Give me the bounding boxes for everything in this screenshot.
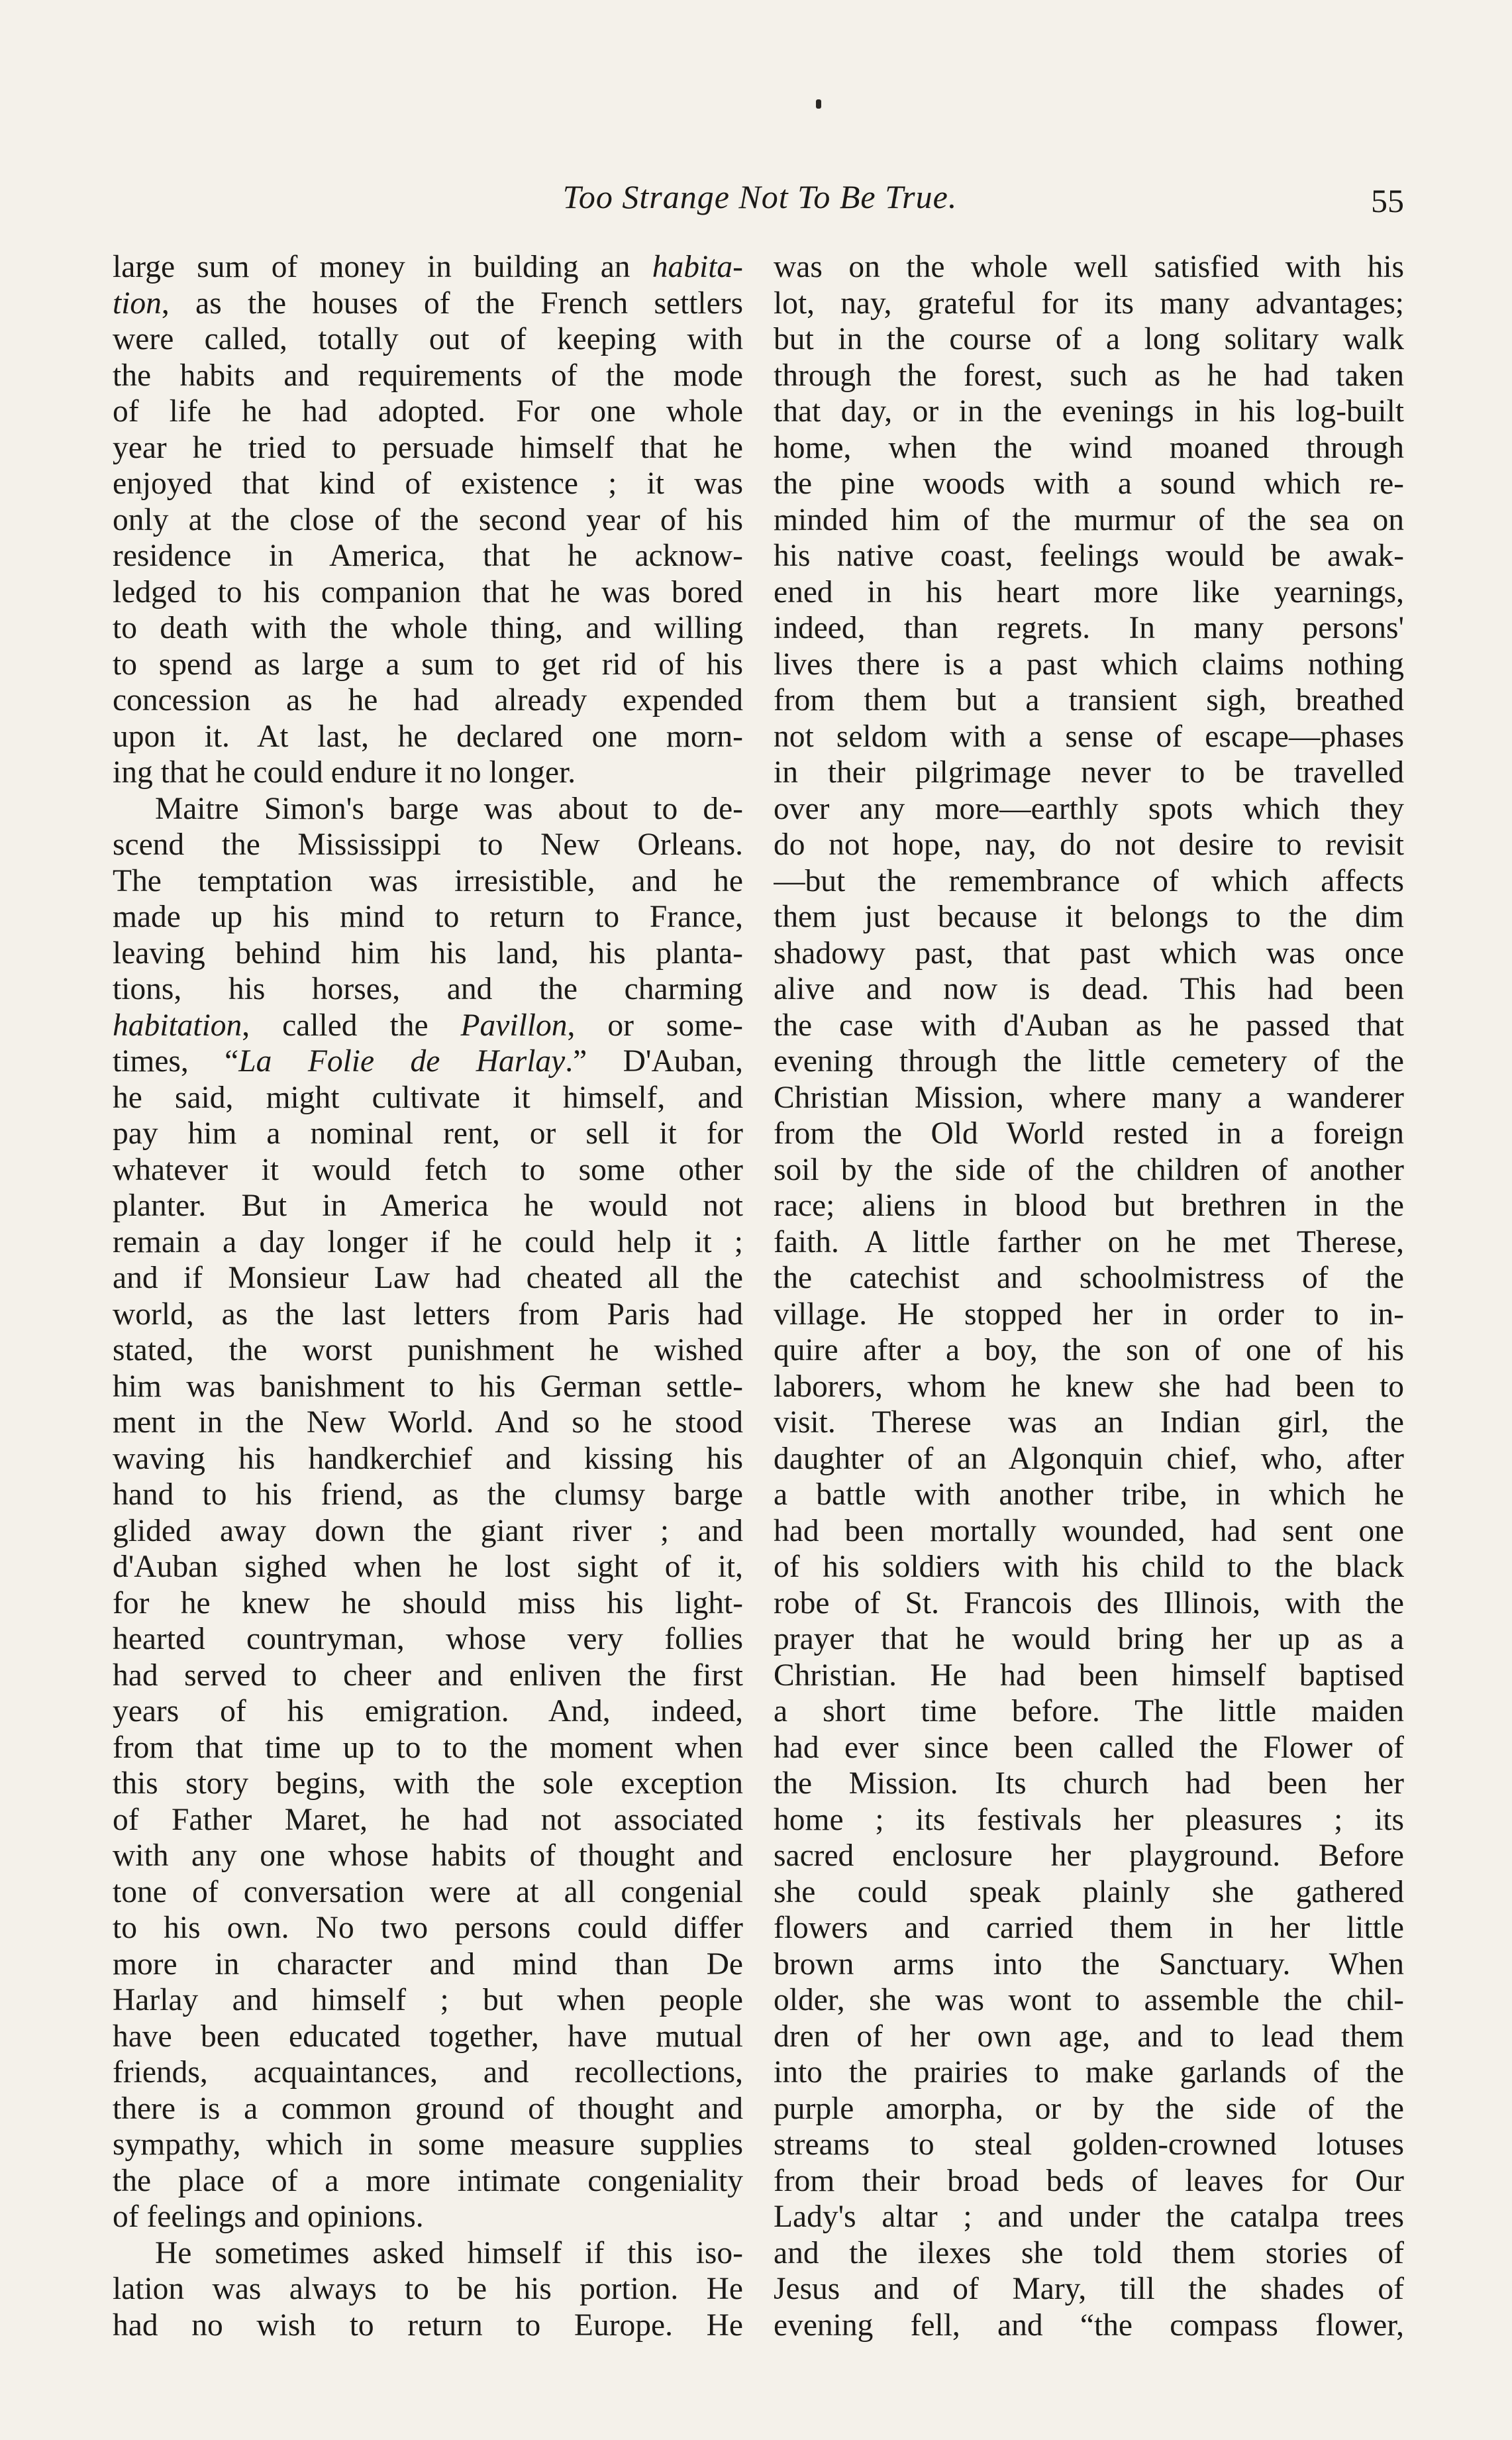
text-line [774, 286, 1404, 322]
text-segment: the Mission. Its church had been her [774, 1766, 1404, 1801]
text-segment: and the ilexes she told them stories of [774, 2235, 1404, 2270]
text-line [774, 863, 1404, 900]
text-segment: to spend as large a sum to get rid of his [113, 647, 743, 682]
text-line [113, 1260, 743, 1297]
text-segment: dren of her own age, and to lead them [774, 2019, 1404, 2054]
text-segment: —but the remembrance of which affects [774, 863, 1404, 898]
text-segment: him was banishment to his German settle- [113, 1369, 743, 1404]
text-line [113, 574, 743, 611]
text-segment: his native coast, feelings would be awak- [774, 539, 1404, 573]
text-line [113, 2271, 743, 2307]
text-segment: shadowy past, that past which was once [774, 935, 1404, 971]
text-segment: tone of conversation were at all congenial [113, 1874, 743, 1909]
text-line [113, 2199, 743, 2235]
text-segment: ledged to his companion that he was bored [113, 574, 743, 610]
text-line [113, 286, 743, 322]
text-segment: with any one whose habits of thought and [113, 1838, 743, 1873]
text-line [113, 1910, 743, 1946]
text-segment: to death with the whole thing, and willing [113, 611, 743, 645]
text-segment: Pavillon [460, 1008, 568, 1043]
text-line [774, 1080, 1404, 1116]
text-segment: the habits and requirements of the mode [113, 358, 743, 393]
text-segment: to his own. No two persons could differ [113, 1911, 743, 1945]
text-segment: had been mortally wounded, had sent one [774, 1513, 1404, 1548]
text-segment: tions, his horses, and the charming [113, 972, 743, 1006]
text-segment: planter. But in America he would not [113, 1189, 743, 1223]
text-segment: .” D'Auban, [565, 1044, 743, 1079]
text-line [774, 1405, 1404, 1441]
text-segment: d'Auban sighed when he lost sight of it, [113, 1550, 743, 1584]
text-line [774, 971, 1404, 1008]
text-segment: friends, acquaintances, and recollections, [113, 2055, 743, 2090]
text-line [113, 2307, 743, 2344]
text-line [113, 1116, 743, 1152]
text-segment: race; aliens in blood but brethren in the [774, 1189, 1404, 1223]
text-segment: the catechist and schoolmistress of the [774, 1261, 1404, 1295]
text-segment: that day, or in the evenings in his log-built [774, 394, 1404, 429]
text-line [774, 899, 1404, 935]
text-segment: evening fell, and “the compass flower, [774, 2307, 1404, 2343]
text-line [774, 610, 1404, 647]
text-segment: glided away down the giant river ; and [113, 1513, 743, 1548]
text-segment: habita- [652, 250, 743, 284]
text-line [113, 827, 743, 863]
text-segment: village. He stopped her in order to in- [774, 1297, 1404, 1332]
text-segment: remain a day longer if he could help it ; [113, 1224, 743, 1259]
text-line [774, 1874, 1404, 1911]
text-line [113, 863, 743, 900]
text-segment: do not hope, nay, do not desire to revisit [774, 827, 1404, 862]
text-segment: alive and now is dead. This had been [774, 972, 1404, 1006]
text-segment: He sometimes asked himself if this iso- [155, 2235, 743, 2270]
text-line [774, 2163, 1404, 2200]
text-segment: had served to cheer and enliven the first [113, 1658, 743, 1693]
text-line [774, 755, 1404, 791]
text-segment: The temptation was irresistible, and he [113, 863, 743, 898]
text-segment: home, when the wind moaned through [774, 430, 1404, 465]
text-line [113, 719, 743, 755]
text-segment: more in character and mind than De [113, 1946, 743, 1982]
text-line [774, 1043, 1404, 1080]
text-line [113, 1730, 743, 1766]
text-line [774, 1332, 1404, 1369]
text-segment: ing that he could endure it no longer. [113, 755, 576, 790]
text-segment: of life he had adopted. For one whole [113, 394, 743, 429]
text-segment: only at the close of the second year of his [113, 502, 743, 537]
text-line [774, 1946, 1404, 1983]
text-line [113, 2163, 743, 2200]
text-line [113, 538, 743, 574]
text-line [774, 502, 1404, 539]
text-segment: from that time up to to the moment when [113, 1730, 743, 1765]
text-segment: visit. Therese was an Indian girl, the [774, 1405, 1404, 1440]
text-line [113, 1441, 743, 1477]
text-segment: lives there is a past which claims nothing [774, 647, 1404, 682]
text-line [774, 2307, 1404, 2344]
text-segment: habitation [113, 1008, 242, 1043]
text-line [113, 466, 743, 502]
text-line [774, 719, 1404, 755]
text-segment: for he knew he should miss his light- [113, 1585, 743, 1620]
text-segment: older, she was wont to assemble the chil- [774, 1983, 1404, 2017]
text-segment: soil by the side of the children of another [774, 1152, 1404, 1187]
text-segment: tion [113, 286, 162, 321]
text-line [113, 1297, 743, 1333]
text-line [774, 1766, 1404, 1802]
text-line [774, 1477, 1404, 1513]
text-segment: ened in his heart more like yearnings, [774, 574, 1404, 610]
text-line [774, 1693, 1404, 1730]
text-segment: of Father Maret, he had not associated [113, 1802, 743, 1837]
text-line [113, 2235, 743, 2272]
text-segment: made up his mind to return to France, [113, 900, 743, 934]
text-line [774, 2235, 1404, 2272]
text-line [113, 2127, 743, 2163]
text-line [774, 1730, 1404, 1766]
text-line [113, 1477, 743, 1513]
text-segment: home ; its festivals her pleasures ; its [774, 1802, 1404, 1837]
text-line [774, 827, 1404, 863]
text-segment: daughter of an Algonquin chief, who, after [774, 1441, 1404, 1476]
text-segment: from their broad beds of leaves for Our [774, 2163, 1404, 2198]
text-line [774, 1585, 1404, 1622]
text-line [113, 1080, 743, 1116]
text-segment: hand to his friend, as the clumsy barge [113, 1477, 743, 1512]
text-line [113, 1585, 743, 1622]
text-segment: concession as he had already expended [113, 683, 743, 717]
text-segment: upon it. At last, he declared one morn- [113, 719, 743, 754]
text-segment: year he tried to persuade himself that he [113, 430, 743, 465]
text-segment: the place of a more intimate congeniality [113, 2163, 743, 2198]
text-line [113, 1874, 743, 1911]
text-line [774, 2271, 1404, 2307]
text-segment: a short time before. The little maiden [774, 1694, 1404, 1728]
text-line [774, 2054, 1404, 2091]
text-segment: large sum of money in building an [113, 250, 652, 284]
text-segment: minded him of the murmur of the sea on [774, 502, 1404, 537]
text-line [113, 1838, 743, 1874]
text-line [113, 2054, 743, 2091]
text-line [774, 2127, 1404, 2163]
text-segment: was on the whole well satisfied with his [774, 250, 1404, 284]
text-segment: Jesus and of Mary, till the shades of [774, 2272, 1404, 2306]
text-segment: prayer that he would bring her up as a [774, 1622, 1404, 1656]
text-line [113, 1549, 743, 1585]
text-line [113, 1152, 743, 1189]
text-segment: waving his handkerchief and kissing his [113, 1441, 743, 1476]
text-line [774, 2199, 1404, 2235]
text-line [774, 682, 1404, 719]
text-segment: residence in America, that he acknow- [113, 539, 743, 573]
text-line [113, 647, 743, 683]
text-line [113, 249, 743, 286]
text-line [774, 1621, 1404, 1658]
text-line [774, 249, 1404, 286]
text-line [113, 610, 743, 647]
text-segment: , or some- [567, 1008, 743, 1043]
text-line [774, 1549, 1404, 1585]
text-segment: scend the Mississippi to New Orleans. [113, 827, 743, 862]
text-line [113, 1224, 743, 1261]
text-line [774, 1513, 1404, 1550]
text-segment: hearted countryman, whose very follies [113, 1622, 743, 1656]
text-line [113, 899, 743, 935]
text-segment: a battle with another tribe, in which he [774, 1477, 1404, 1512]
page-header [116, 178, 1404, 224]
text-segment: of his soldiers with his child to the black [774, 1550, 1404, 1584]
text-segment: were called, totally out of keeping with [113, 322, 743, 356]
text-segment: laborers, whom he knew she had been to [774, 1369, 1404, 1404]
text-segment: Lady's altar ; and under the catalpa trees [774, 2200, 1404, 2234]
text-line [113, 1982, 743, 2019]
text-segment: from them but a transient sigh, breathed [774, 683, 1404, 717]
text-segment: and if Monsieur Law had cheated all the [113, 1261, 743, 1295]
text-segment: over any more—earthly spots which they [774, 791, 1404, 826]
text-segment: robe of St. Francois des Illinois, with the [774, 1585, 1404, 1620]
text-line [774, 1224, 1404, 1261]
text-segment: leaving behind him his land, his planta- [113, 935, 743, 971]
text-line [113, 935, 743, 972]
text-line [113, 1658, 743, 1694]
text-line [774, 2091, 1404, 2127]
text-segment: lot, nay, grateful for its many advantages; [774, 286, 1404, 321]
text-line [774, 430, 1404, 466]
text-line [113, 1621, 743, 1658]
text-line [774, 935, 1404, 972]
text-line [774, 574, 1404, 611]
text-segment: times, “ [113, 1044, 239, 1079]
text-segment: Christian Mission, where many a wanderer [774, 1080, 1404, 1115]
text-line [113, 791, 743, 827]
text-line [113, 1405, 743, 1441]
text-line [113, 1188, 743, 1224]
text-segment: brown arms into the Sanctuary. When [774, 1946, 1404, 1982]
text-segment: had no wish to return to Europe. He [113, 2307, 743, 2343]
text-line [774, 1297, 1404, 1333]
text-segment: through the forest, such as he had taken [774, 358, 1404, 393]
text-segment: , as the houses of the French settlers [161, 286, 743, 321]
text-segment: pay him a nominal rent, or sell it for [113, 1116, 743, 1151]
text-segment: evening through the little cemetery of the [774, 1044, 1404, 1079]
text-line [113, 502, 743, 539]
text-segment: sacred enclosure her playground. Before [774, 1838, 1404, 1873]
text-segment: in their pilgrimage never to be travelled [774, 755, 1404, 790]
text-line [774, 1910, 1404, 1946]
text-line [774, 1658, 1404, 1694]
right-column [774, 249, 1404, 2343]
text-segment: but in the course of a long solitary walk [774, 322, 1404, 356]
running-title: Too Strange Not To Be True. [562, 178, 958, 215]
text-line [774, 1802, 1404, 1838]
text-line [774, 2019, 1404, 2055]
text-line [113, 1766, 743, 1802]
text-segment: sympathy, which in some measure supplies [113, 2127, 743, 2162]
text-line [774, 1838, 1404, 1874]
text-line [113, 1802, 743, 1838]
text-segment: them just because it belongs to the dim [774, 900, 1404, 934]
text-segment: he said, might cultivate it himself, and [113, 1080, 743, 1115]
text-line [113, 1332, 743, 1369]
text-segment: Maitre Simon's barge was about to de- [155, 791, 743, 826]
text-line [113, 358, 743, 394]
text-segment: had ever since been called the Flower of [774, 1730, 1404, 1765]
text-segment: lation was always to be his portion. He [113, 2272, 743, 2306]
text-segment: flowers and carried them in her little [774, 1911, 1404, 1945]
text-line [113, 2091, 743, 2127]
text-line [774, 358, 1404, 394]
text-segment: purple amorpha, or by the side of the [774, 2091, 1404, 2126]
text-segment: the case with d'Auban as he passed that [774, 1008, 1404, 1043]
text-line [774, 1369, 1404, 1405]
text-line [113, 1008, 743, 1044]
text-segment: have been educated together, have mutual [113, 2019, 743, 2054]
text-segment: Christian. He had been himself baptised [774, 1658, 1404, 1693]
text-segment: faith. A little farther on he met Therese, [774, 1224, 1404, 1259]
text-line [113, 1946, 743, 1983]
text-segment: there is a common ground of thought and [113, 2091, 743, 2126]
text-line [113, 321, 743, 358]
text-line [113, 682, 743, 719]
text-segment: world, as the last letters from Paris had [113, 1297, 743, 1332]
text-line [113, 430, 743, 466]
left-column [113, 249, 743, 2343]
text-segment: La Folie de Harlay [238, 1044, 566, 1079]
text-line [113, 755, 743, 791]
text-segment: whatever it would fetch to some other [113, 1152, 743, 1187]
text-line [774, 1982, 1404, 2019]
text-segment: , called the [242, 1008, 461, 1043]
text-line [774, 538, 1404, 574]
page-number: 55 [1371, 182, 1404, 219]
text-line [774, 1441, 1404, 1477]
text-line [774, 1152, 1404, 1189]
text-segment: not seldom with a sense of escape—phases [774, 719, 1404, 754]
text-line [113, 1369, 743, 1405]
text-segment: years of his emigration. And, indeed, [113, 1694, 743, 1728]
text-line [774, 1116, 1404, 1152]
text-line [113, 971, 743, 1008]
text-segment: she could speak plainly she gathered [774, 1874, 1404, 1909]
text-segment: ment in the New World. And so he stood [113, 1405, 743, 1440]
text-segment: of feelings and opinions. [113, 2200, 424, 2234]
text-line [774, 791, 1404, 827]
ink-speck [816, 99, 821, 109]
text-segment: streams to steal golden-crowned lotuses [774, 2127, 1404, 2162]
text-line [113, 394, 743, 430]
text-segment: enjoyed that kind of existence ; it was [113, 466, 743, 501]
text-line [774, 1008, 1404, 1044]
text-segment: the pine woods with a sound which re- [774, 466, 1404, 501]
text-line [774, 321, 1404, 358]
text-line [774, 1260, 1404, 1297]
text-segment: this story begins, with the sole exception [113, 1766, 743, 1801]
text-line [774, 647, 1404, 683]
text-segment: indeed, than regrets. In many persons' [774, 611, 1404, 645]
text-line [113, 1513, 743, 1550]
text-segment: Harlay and himself ; but when people [113, 1983, 743, 2017]
text-segment: from the Old World rested in a foreign [774, 1116, 1404, 1151]
text-line [113, 2019, 743, 2055]
text-segment: stated, the worst punishment he wished [113, 1333, 743, 1367]
text-line [774, 1188, 1404, 1224]
text-line [113, 1043, 743, 1080]
text-line [774, 466, 1404, 502]
text-segment: into the prairies to make garlands of the [774, 2055, 1404, 2090]
text-line [113, 1693, 743, 1730]
text-line [774, 394, 1404, 430]
text-segment: quire after a boy, the son of one of his [774, 1333, 1404, 1367]
